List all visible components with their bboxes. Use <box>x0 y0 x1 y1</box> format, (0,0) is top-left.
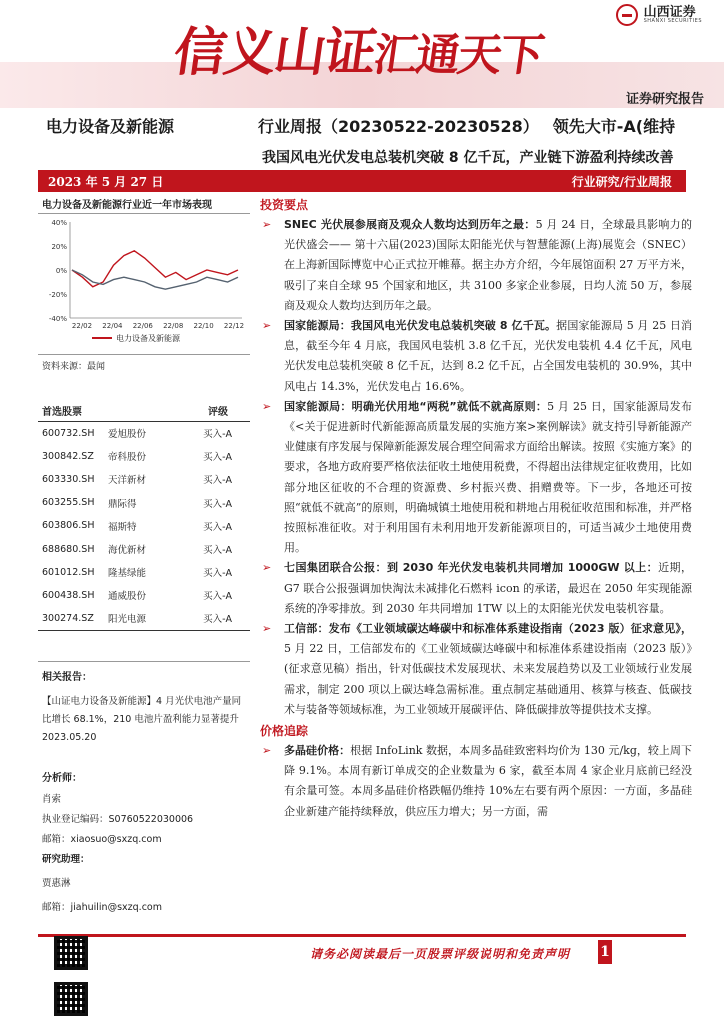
x-tick-label: 22/06 <box>132 322 153 330</box>
stock-code: 600732.SH <box>42 427 95 439</box>
stock-rating: 买入-A <box>203 475 232 487</box>
stock-code: 600438.SH <box>42 589 95 601</box>
y-tick-label: 20% <box>51 243 67 251</box>
table-row[interactable] <box>38 445 250 468</box>
stock-rating: 买入-A <box>203 521 232 533</box>
logo-mark-icon <box>616 4 638 26</box>
stock-name: 鼎际得 <box>108 498 137 510</box>
chart-title: 电力设备及新能源行业近一年市场表现 <box>38 194 250 214</box>
stock-rating: 买入-A <box>203 545 232 557</box>
stock-name: 天洋新材 <box>108 475 147 487</box>
series-line-2 <box>72 270 238 289</box>
qr-code-icon[interactable] <box>54 982 88 1016</box>
stock-code: 300274.SZ <box>38 607 104 630</box>
list-item <box>258 397 692 559</box>
item-lead: 七国集团联合公报：到 2030 年光伏发电装机共同增加 1000GW 以上： <box>284 561 659 575</box>
related-title: 相关报告： <box>38 661 250 683</box>
header-banner <box>0 0 724 108</box>
item-text: 据国家能源局 5 月 25 日消息，截至今年 4 月底，我国风电装机 3.8 亿千瓦，光伏发电装机 4.4 亿千瓦，风电光伏发电总装机突破 8 亿千瓦，达到 8.2 亿千瓦，占全国发电装机的 30.9%，其中风电占 14.3%，光伏发电占 16.6%。 <box>284 319 693 393</box>
table-row[interactable] <box>38 514 250 537</box>
stock-code: 603255.SH <box>42 497 95 509</box>
slogan-part-1: 信义山证 <box>170 22 379 83</box>
stock-rating: 买入-A <box>173 607 250 630</box>
stock-name: 隆基绿能 <box>108 568 147 580</box>
slogan-part-2: 汇通天下 <box>370 30 546 81</box>
headline: 我国风电光伏发电总装机突破 8 亿千瓦，产业链下游盈利持续改善 <box>262 150 674 166</box>
list-item <box>258 619 692 720</box>
industry-rating: 领先大市-A(维持 <box>552 117 676 136</box>
item-text: 5 月 24 日，全球最具影响力的光伏盛会—— 第十六届(2023)国际太阳能光伏与智慧能源(上海)展览会（SNEC）在上海新国际博览中心正式拉开帷幕。据主办方介绍，今年展馆面积 27 万平方米，吸引了来自全球 95 个国家和地区，共 3100 多家企业参展，日均人流 50 万，参展商及观众人数均达到历年之最。 <box>284 218 692 312</box>
stock-code: 688680.SH <box>42 543 95 555</box>
stock-code: 603806.SH <box>42 520 95 532</box>
slogan <box>170 10 549 85</box>
item-text: 5 月 25 日，国家能源局发布《<关于促进新时代新能源高质量发展的实施方案>案例解读》就支持引导新能源产业健康有序发展与保障新能源发展合理空间需求方面给出解读。按照《实施方案》的要求，各地方政府要严格依法征收土地使用税费，不得超出法律规定征收费用，比如部分地区征收的不合理的资源费、乡村振兴费、捐赠费等。下一步，各地还可按照“就低不就高”的原则，明确城镇土地使用税和耕地占用税征收范围和标准，并严格按照标准征收。对于利用国有未利用地开发新能源项目的，可适当减少土地使用费用。 <box>284 399 692 555</box>
stock-header-rating: 评级 <box>173 400 250 422</box>
table-row[interactable] <box>38 468 250 491</box>
stock-rating: 买入-A <box>203 591 232 603</box>
report-category: 行业研究/行业周报 <box>571 174 672 189</box>
stock-name: 福斯特 <box>108 521 137 533</box>
item-lead: 国家能源局：我国风电光伏发电总装机突破 8 亿千瓦。 <box>284 319 557 333</box>
price-item-text: 根据 InfoLink 数据，本周多晶硅致密料均价为 130 元/kg，较上周下降 9.1%。本周有新订单成交的企业数量为 6 家，截至本周 4 家企业月底前已经没有余量可签。本周多晶硅价格跌幅仍维持 10%左右要有两个原因：一方面，多晶硅企业新建产能持续释放，供应压力增大；另一方面，需 <box>284 744 692 818</box>
stock-name: 爱旭股份 <box>108 429 147 441</box>
analyst-cert: 执业登记编码：S0760522030006 <box>42 813 194 825</box>
item-lead: 工信部：发布《工业领域碳达峰碳中和标准体系建设指南（2023 版）征求意见》， <box>284 622 692 636</box>
analyst-email[interactable]: 邮箱：xiaosuo@sxzq.com <box>42 833 162 845</box>
stock-code: 603330.SH <box>42 473 95 485</box>
x-tick-label: 22/12 <box>223 322 245 330</box>
table-row[interactable] <box>38 537 250 560</box>
table-row[interactable] <box>38 607 250 630</box>
price-item-lead: 多晶硅价格： <box>284 744 351 758</box>
date-bar <box>38 170 686 192</box>
report-name: 行业周报（20230522-20230528） <box>258 117 539 136</box>
market-chart <box>38 214 250 350</box>
left-column <box>38 194 250 916</box>
table-row[interactable] <box>38 422 250 445</box>
x-tick-label: 22/08 <box>163 322 184 330</box>
logo-cn: 山西证券 <box>643 5 696 20</box>
chart-svg <box>38 214 250 350</box>
stock-name: 帝科股份 <box>108 452 147 464</box>
y-tick-label: -20% <box>48 291 67 299</box>
stock-header-name: 首选股票 <box>38 400 104 422</box>
report-title <box>258 114 724 137</box>
list-item <box>258 316 692 397</box>
stock-rating: 买入-A <box>203 429 232 441</box>
x-tick-label: 22/04 <box>102 322 123 330</box>
item-lead: 国家能源局：明确光伏用地“两税”就低不就高原则： <box>284 399 548 413</box>
assistant-email[interactable]: 邮箱：jiahuilin@sxzq.com <box>42 901 162 913</box>
item-text: 5 月 22 日，工信部发布的《工业领域碳达峰碳中和标准体系建设指南（2023 版）》(征求意见稿）指出，针对低碳技术发展现状、未来发展趋势以及工业领域行业发展需求，制定 200 项以上碳达峰急需标准。重点制定基础通用、核算与核查、低碳技术与装备等领域标准，为工业领域开展碳评估、降低碳排放等提供技术支撑。 <box>284 642 692 716</box>
analyst-title: 分析师： <box>42 772 82 784</box>
stock-rating: 买入-A <box>203 568 232 580</box>
x-tick-label: 22/10 <box>193 322 214 330</box>
item-lead: SNEC 光伏展参展商及观众人数均达到历年之最： <box>284 218 536 231</box>
item-text: 近期，G7 联合公报强调加快淘汰未减排化石燃料 icon 的承诺，最迟在 2050 年实现能源系统的净零排放。到 2030 年共同增加 1TW 以上的太阳能光伏发电装机容量。 <box>284 561 692 615</box>
stock-rating: 买入-A <box>203 452 232 464</box>
qr-code-icon[interactable] <box>54 936 88 970</box>
x-tick-label: 22/02 <box>71 322 93 330</box>
stock-code: 601012.SH <box>42 566 95 578</box>
list-item <box>258 215 692 316</box>
logo-en: SHANXI SECURITIES <box>643 18 702 24</box>
assistant-name: 贾惠淋 <box>42 877 71 889</box>
section-investment-points: 投资要点 <box>260 198 309 212</box>
list-item <box>258 558 692 619</box>
report-date: 2023 年 5 月 27 日 <box>48 174 164 189</box>
y-tick-label: -40% <box>48 315 67 323</box>
stock-name: 阳光电源 <box>104 607 173 630</box>
analyst-name: 肖索 <box>42 793 62 805</box>
table-row[interactable] <box>38 584 250 607</box>
series-line-1 <box>72 251 238 287</box>
related-report-link[interactable]: 【山证电力设备及新能源】4 月光伏电池产量同比增长 68.1%，210 电池片盈利能力显著提升 2023.05.20 <box>42 695 242 743</box>
price-item <box>258 741 692 822</box>
chart-source: 资料来源：最闻 <box>38 354 250 376</box>
company-logo[interactable] <box>616 4 702 26</box>
sector-title: 电力设备及新能源 <box>46 117 175 136</box>
stock-name: 海优新材 <box>108 545 147 557</box>
y-tick-label: 40% <box>51 219 67 227</box>
stock-code: 300842.SZ <box>42 450 94 462</box>
table-row[interactable] <box>38 561 250 584</box>
assistant-title: 研究助理： <box>42 853 90 865</box>
legend-label: 电力设备及新能源 <box>116 334 180 343</box>
stock-table <box>38 400 250 631</box>
report-type: 证券研究报告 <box>625 92 704 107</box>
stock-name: 通威股份 <box>108 591 147 603</box>
right-column <box>258 194 692 822</box>
disclaimer-note: 请务必阅读最后一页股票评级说明和免责声明 <box>310 947 571 961</box>
section-price-tracking: 价格追踪 <box>260 724 309 739</box>
page-number: 1 <box>598 940 612 964</box>
stock-rating: 买入-A <box>203 498 232 510</box>
table-row[interactable] <box>38 491 250 514</box>
y-tick-label: 0% <box>55 267 67 275</box>
footer-line <box>38 934 686 937</box>
